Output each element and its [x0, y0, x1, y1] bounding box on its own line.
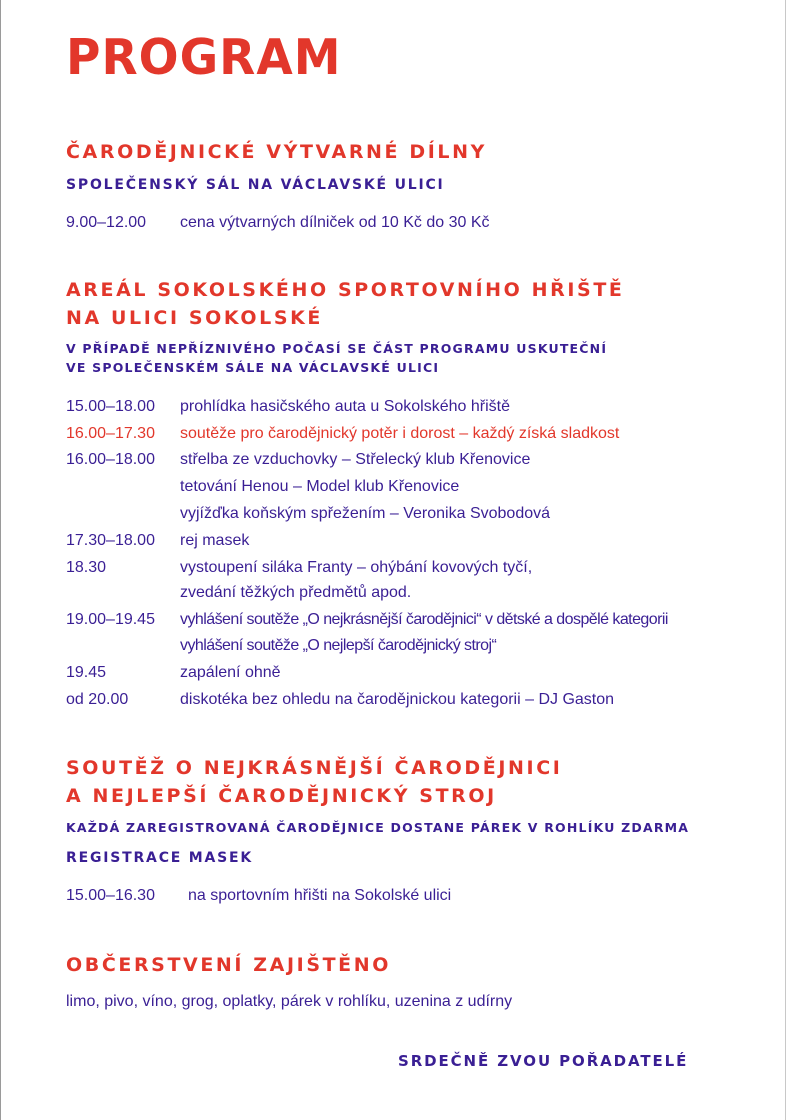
section1-heading: ČARODĚJNICKÉ VÝTVARNÉ DÍLNY — [66, 141, 487, 163]
section3-note: KAŽDÁ ZAREGISTROVANÁ ČARODĚJNICE DOSTANE PÁREK V ROHLÍKU ZDARMA — [66, 820, 690, 835]
row-desc: vyhlášení soutěže „O nejlepší čarodějnický stroj“ — [180, 637, 497, 654]
row-time: 15.00–18.00 — [66, 398, 155, 415]
section3-subheading: REGISTRACE MASEK — [66, 850, 254, 866]
section2-heading-line2: NA ULICI SOKOLSKÉ — [66, 307, 324, 329]
section2-note-line1: V PŘÍPADĚ NEPŘÍZNIVÉHO POČASÍ SE ČÁST PROGRAMU USKUTEČNÍ — [66, 341, 608, 356]
section3-heading-line1: SOUTĚŽ O NEJKRÁSNĚJŠÍ ČARODĚJNICI — [66, 757, 563, 779]
refreshments-list: limo, pivo, víno, grog, oplatky, párek v rohlíku, uzenina z udírny — [66, 993, 513, 1010]
row-desc: diskotéka bez ohledu na čarodějnickou kategorii – DJ Gaston — [180, 691, 615, 708]
section1-subheading: SPOLEČENSKÝ SÁL NA VÁCLAVSKÉ ULICI — [66, 177, 445, 193]
row-time: 15.00–16.30 — [66, 887, 155, 904]
row-desc: vyjížďka koňským spřežením – Veronika Svobodová — [180, 505, 551, 522]
section2-heading-line1: AREÁL SOKOLSKÉHO SPORTOVNÍHO HŘIŠTĚ — [66, 279, 625, 301]
section4-heading: OBČERSTVENÍ ZAJIŠTĚNO — [66, 954, 391, 976]
row-time: 16.00–18.00 — [66, 451, 155, 468]
row-desc: zapálení ohně — [180, 664, 281, 681]
row-time: od 20.00 — [66, 691, 129, 708]
row-time: 9.00–12.00 — [66, 214, 147, 231]
section2-note-line2: VE SPOLEČENSKÉM SÁLE NA VÁCLAVSKÉ ULICI — [66, 360, 440, 375]
row-time: 19.45 — [66, 664, 107, 681]
page-edge-right — [785, 0, 786, 1120]
row-time: 19.00–19.45 — [66, 611, 155, 628]
row-desc: na sportovním hřišti na Sokolské ulici — [188, 887, 452, 904]
row-time: 16.00–17.30 — [66, 425, 155, 442]
row-desc: prohlídka hasičského auta u Sokolského hřiště — [180, 398, 510, 415]
footer-invitation: SRDEČNĚ ZVOU POŘADATELÉ — [398, 1052, 689, 1070]
page-title: PROGRAM — [66, 28, 342, 87]
row-time: 18.30 — [66, 559, 107, 576]
page-edge-left — [0, 0, 1, 1120]
row-time: 17.30–18.00 — [66, 532, 155, 549]
row-desc: vystoupení siláka Franty – ohýbání kovových tyčí, — [180, 559, 533, 576]
row-desc: tetování Henou – Model klub Křenovice — [180, 478, 460, 495]
section3-heading-line2: A NEJLEPŠÍ ČARODĚJNICKÝ STROJ — [66, 785, 497, 807]
row-desc: rej masek — [180, 532, 250, 549]
row-desc: zvedání těžkých předmětů apod. — [180, 584, 412, 601]
row-desc: střelba ze vzduchovky – Střelecký klub Křenovice — [180, 451, 531, 468]
row-desc: cena výtvarných dílniček od 10 Kč do 30 Kč — [180, 214, 490, 231]
row-desc: vyhlášení soutěže „O nejkrásnější čarodějnici“ v dětské a dospělé kategorii — [180, 611, 668, 628]
row-desc: soutěže pro čarodějnický potěr i dorost – každý získá sladkost — [180, 425, 620, 442]
